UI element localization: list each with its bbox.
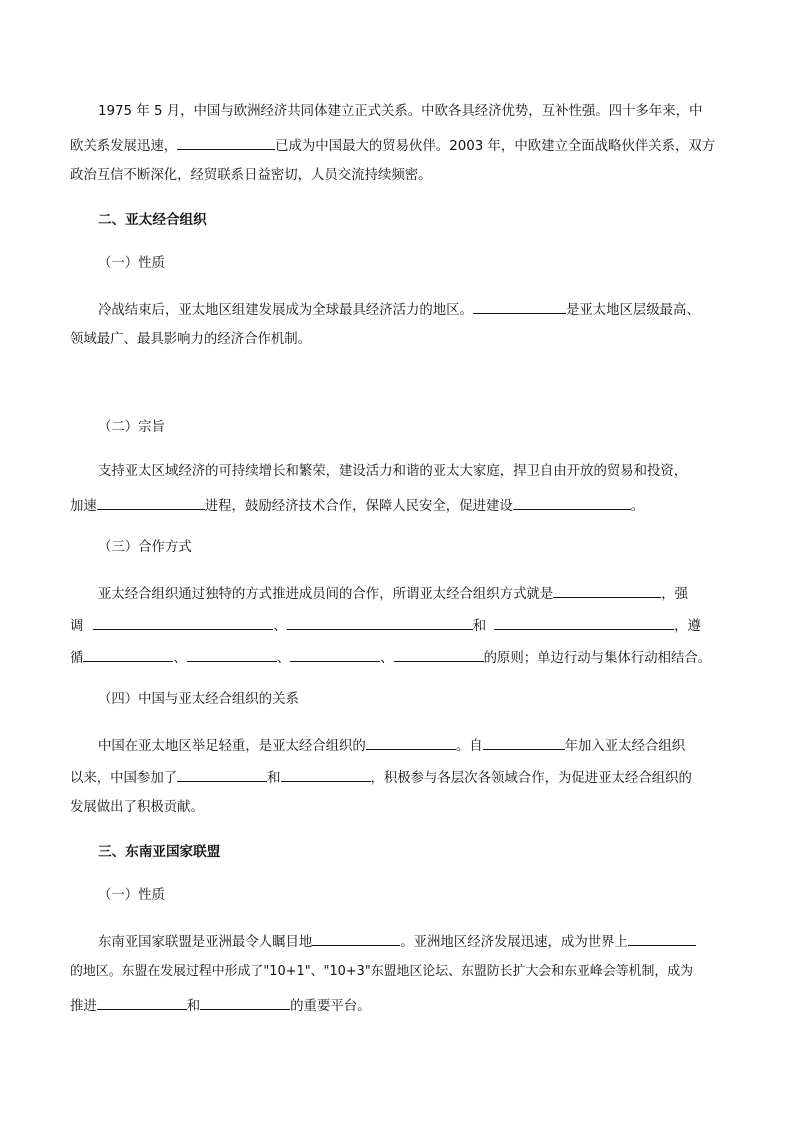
paragraph-china-apec-line1 — [98, 734, 685, 757]
text-run: 、 — [380, 651, 394, 666]
subheading-asean-nature: （一）性质 — [98, 888, 165, 903]
text-run: 冷战结束后，亚太地区组建发展成为全球最具经济活力的地区。 — [98, 303, 473, 318]
paragraph-apec-coop-line2 — [70, 614, 701, 637]
paragraph-china-apec-line2 — [70, 766, 692, 789]
section-heading-asean: 三、东南亚国家联盟 — [98, 844, 221, 860]
paragraph-apec-nature-line2 — [70, 330, 311, 350]
text-run: 发展做出了积极贡献。 — [70, 800, 204, 815]
text-run: 是亚太地区层级最高、 — [565, 303, 700, 318]
fill-blank[interactable] — [200, 994, 290, 1010]
text-run: 亚太经合组织通过独特的方式推进成员间的合作，所谓亚太经合组织方式就是 — [98, 587, 554, 602]
fill-blank[interactable] — [473, 298, 566, 314]
text-run: 年加入亚太经合组织 — [564, 739, 686, 754]
paragraph-asean-line3 — [70, 994, 371, 1017]
fill-blank[interactable] — [553, 582, 661, 598]
text-run: 、 — [173, 651, 187, 666]
fill-blank[interactable] — [494, 614, 674, 630]
text-run: 欧关系发展迅速， — [70, 139, 178, 154]
paragraph-china-apec-line3 — [70, 798, 204, 818]
fill-blank[interactable] — [93, 614, 273, 630]
fill-blank[interactable] — [97, 994, 187, 1010]
text-run: 进程，鼓励经济技术合作，保障人民安全，促进建设 — [204, 499, 513, 514]
text-run: 1975 年 5 月，中国与欧洲经济共同体建立正式关系。中欧各具经济优势，互补性强。四十多年来，中 — [98, 104, 703, 119]
section-heading-apec: 二、亚太经合组织 — [98, 212, 207, 228]
text-run: 的重要平台。 — [290, 999, 371, 1014]
subheading-china-apec: （四）中国与亚太经合组织的关系 — [98, 692, 299, 707]
paragraph-asean-line2 — [70, 962, 693, 982]
fill-blank[interactable] — [177, 766, 267, 782]
text-run: 以来，中国参加了 — [70, 771, 178, 786]
text-run: 。亚洲地区经济发展迅速，成为世界上 — [400, 935, 628, 950]
paragraph-apec-purpose-line1 — [98, 462, 687, 482]
subheading-apec-purpose: （二）宗旨 — [98, 420, 165, 435]
text-run: 调 — [70, 619, 84, 634]
text-run: ，遵 — [674, 619, 701, 634]
fill-blank[interactable] — [366, 734, 456, 750]
text-run: 加速 — [70, 499, 97, 514]
fill-blank[interactable] — [287, 614, 473, 630]
fill-blank[interactable] — [312, 930, 400, 946]
fill-blank[interactable] — [83, 646, 173, 662]
paragraph-eu-line3 — [70, 166, 432, 186]
paragraph-eu-line1 — [98, 102, 702, 122]
text-run: ，积极参与各层次各领域合作，为促进亚太经合组织的 — [370, 771, 692, 786]
text-run: 支持亚太区域经济的可持续增长和繁荣，建设活力和谐的亚太大家庭，捍卫自由开放的贸易和投资， — [98, 464, 688, 479]
text-run: 、 — [273, 619, 287, 634]
text-run: 和 — [186, 999, 201, 1014]
paragraph-eu-line2 — [70, 134, 715, 157]
text-run: 循 — [70, 651, 84, 666]
fill-blank[interactable] — [394, 646, 484, 662]
fill-blank[interactable] — [290, 646, 380, 662]
text-run: 中国在亚太地区举足轻重，是亚太经合组织的 — [98, 739, 366, 754]
text-run: 已成为中国最大的贸易伙伴。2003 年，中欧建立全面战略伙伴关系，双方 — [275, 139, 716, 154]
text-run: 领域最广、最具影响力的经济合作机制。 — [70, 332, 312, 347]
fill-blank[interactable] — [483, 734, 565, 750]
fill-blank[interactable] — [513, 494, 631, 510]
paragraph-asean-line1 — [98, 930, 696, 953]
fill-blank[interactable] — [281, 766, 371, 782]
text-run: 和 — [267, 771, 281, 786]
text-run: 。 — [630, 499, 645, 514]
fill-blank[interactable] — [628, 930, 696, 946]
text-run: 和 — [472, 619, 487, 634]
text-run: 东南亚国家联盟是亚洲最令人瞩目地 — [98, 935, 313, 950]
fill-blank[interactable] — [177, 134, 275, 150]
fill-blank[interactable] — [97, 494, 205, 510]
text-run: 的地区。东盟在发展过程中形成了"10+1"、"10+3"东盟地区论坛、东盟防长扩大会和东亚峰会等机制，成为 — [70, 964, 694, 979]
text-run: 推进 — [70, 999, 97, 1014]
paragraph-apec-coop-line1 — [98, 582, 688, 605]
paragraph-apec-coop-line3 — [70, 646, 711, 669]
text-run: 、 — [276, 651, 291, 666]
fill-blank[interactable] — [187, 646, 277, 662]
text-run: 。自 — [455, 739, 483, 754]
text-run: ，强 — [661, 587, 689, 602]
subheading-apec-cooperation: （三）合作方式 — [98, 540, 192, 555]
text-run: 政治互信不断深化，经贸联系日益密切，人员交流持续频密。 — [70, 168, 432, 183]
text-run: 的原则；单边行动与集体行动相结合。 — [483, 651, 712, 666]
subheading-apec-nature: （一）性质 — [98, 256, 165, 271]
paragraph-apec-nature-line1 — [98, 298, 700, 321]
paragraph-apec-purpose-line2 — [70, 494, 644, 517]
